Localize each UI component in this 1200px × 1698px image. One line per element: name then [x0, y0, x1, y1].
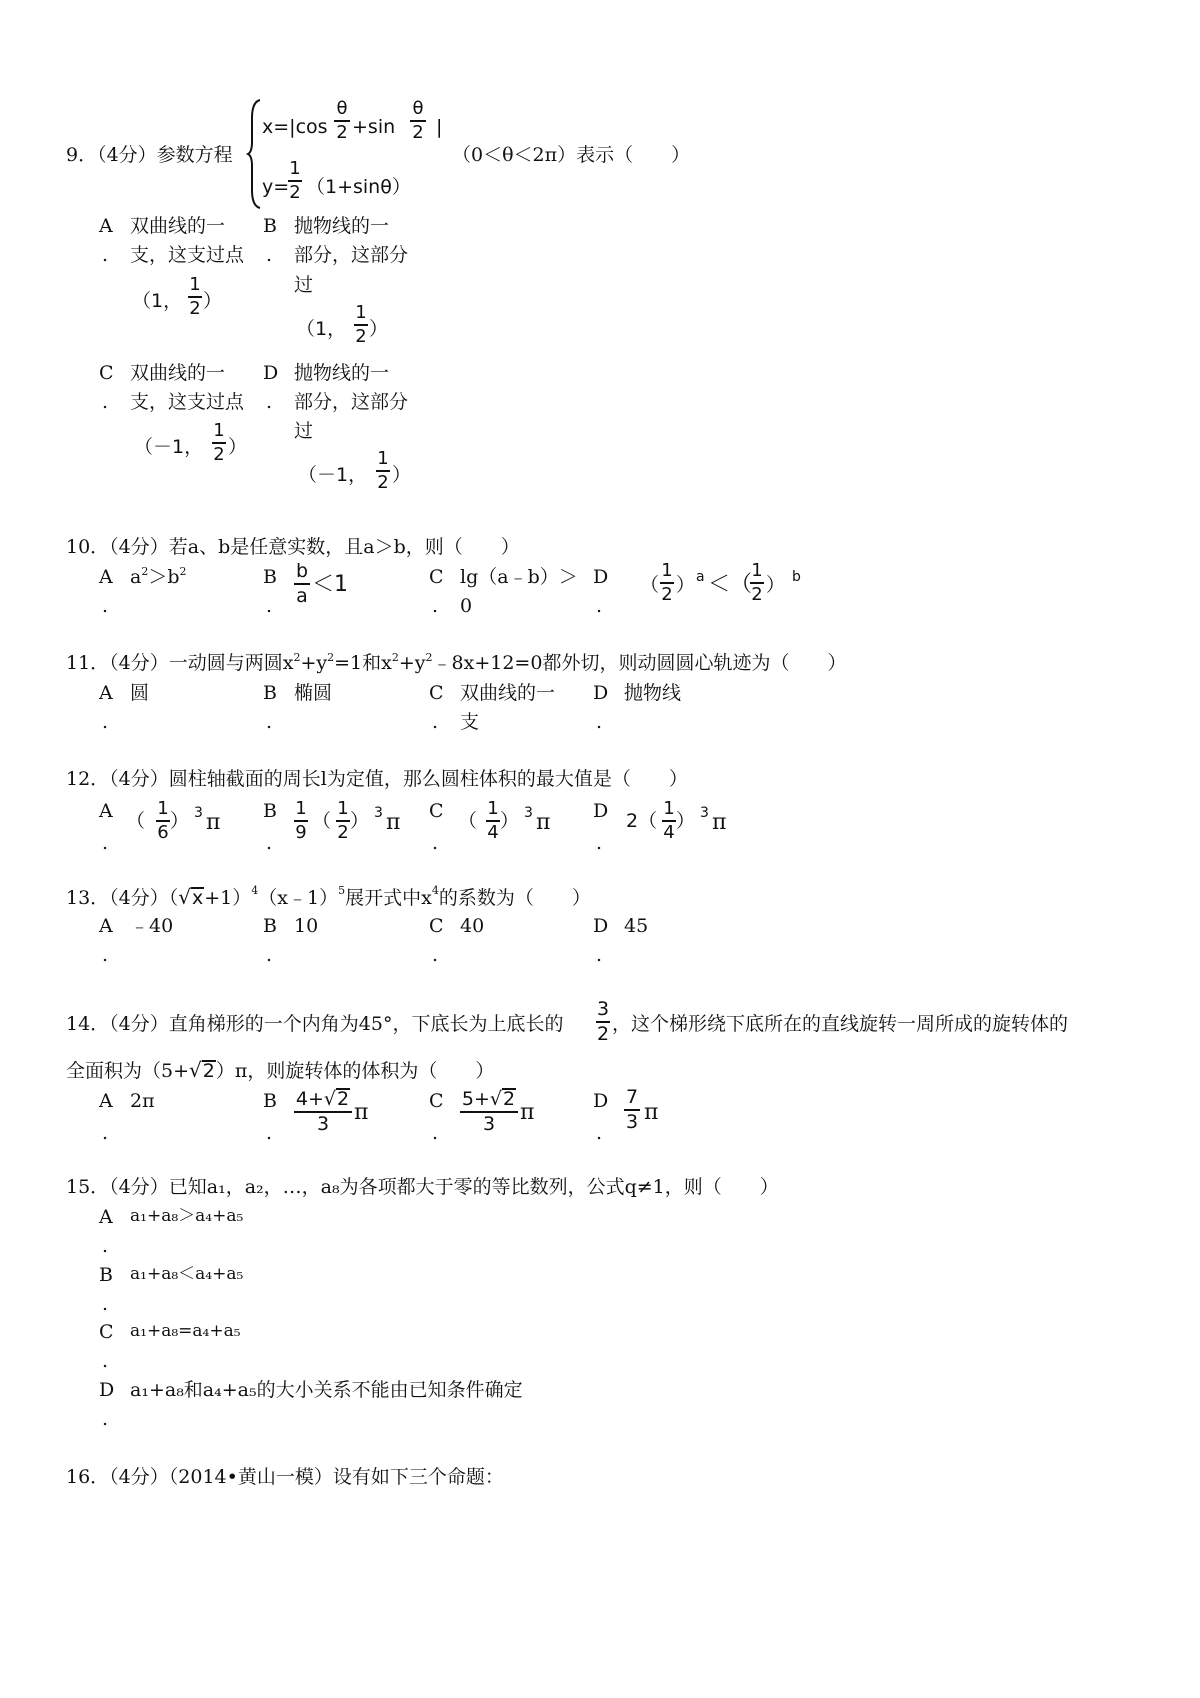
q9-option-a-point: （1， — [132, 290, 183, 312]
q9-option-b-dot: . — [266, 244, 273, 266]
q14-option-d-letter: D — [593, 1090, 609, 1112]
q9-frac-theta-2: θ 2 — [410, 100, 426, 142]
q12-option-d-letter: D — [593, 800, 609, 822]
q12-a-pi: π — [206, 810, 221, 835]
q14-option-c-dot: . — [432, 1122, 439, 1144]
q11-option-c-line1: 双曲线的一 — [460, 682, 556, 704]
q9-eq-y-pre: y= — [262, 176, 290, 198]
q14-stem-line1-post: ，这个梯形绕下底所在的直线旋转一周所成的旋转体的 — [612, 1013, 1069, 1035]
q11-option-c-line2: 支 — [460, 711, 480, 733]
q13-option-b-dot: . — [266, 944, 273, 966]
q14-option-c-pi: π — [520, 1100, 535, 1125]
q10-option-c-line1: lg（a﹣b）＞ — [460, 566, 578, 588]
q16-stem: 16．（4分）（2014•黄山一模）设有如下三个命题： — [66, 1466, 504, 1488]
q12-stem: 12．（4分）圆柱轴截面的周长l为定值，那么圆柱体积的最大值是（ ） — [66, 768, 688, 790]
q10-option-d-open: （ — [640, 574, 660, 596]
q15-option-d-dot: . — [102, 1408, 109, 1430]
q12-c-pi: π — [536, 810, 551, 835]
q12-option-a-dot: . — [102, 832, 109, 854]
q15-option-c-dot: . — [102, 1350, 109, 1372]
q14-stem-line2: 全面积为（5+√2）π，则旋转体的体积为（ ） — [66, 1058, 495, 1082]
q13-option-a-letter: A — [99, 915, 113, 937]
q14-option-c-letter: C — [429, 1090, 444, 1112]
q10-option-c-line2: 0 — [460, 595, 473, 617]
q10-option-a-letter: A — [99, 566, 113, 588]
q9-option-a-line2: 支，这支过点 — [130, 244, 245, 266]
q13-option-b-text: 10 — [294, 915, 319, 937]
q11-option-d-letter: D — [593, 682, 609, 704]
q13-option-c-letter: C — [429, 915, 444, 937]
q12-c-close: ） — [500, 810, 520, 832]
q12-b-exp: 3 — [374, 805, 383, 821]
q9-option-b-line2: 部分，这部分 — [294, 244, 409, 266]
q9-eq-x-end: | — [436, 116, 443, 138]
q14-option-a-letter: A — [99, 1090, 113, 1112]
q12-b-frac-2: 1 2 — [337, 798, 349, 843]
q9-option-c-dot: . — [102, 391, 109, 413]
q9-stem: 9．（4分）参数方程 — [66, 144, 233, 166]
q12-a-open: （ — [126, 810, 146, 832]
q10-option-a-text: $a^2>b^2$ — [130, 565, 187, 588]
q10-option-d-frac-1: 1 2 — [661, 560, 673, 605]
q12-b-close: ） — [350, 810, 370, 832]
q9-frac-half: 1 2 — [289, 158, 301, 203]
q15-option-b-letter: B — [99, 1264, 113, 1286]
q9-option-c-line2: 支，这支过点 — [130, 391, 245, 413]
q9-option-c-close: ） — [228, 436, 248, 458]
q9-option-a-letter: A — [99, 215, 113, 237]
q12-d-exp: 3 — [700, 805, 709, 821]
q15-option-d-letter: D — [99, 1379, 115, 1401]
q14-option-d-dot: . — [596, 1122, 603, 1144]
q9-option-a-line1: 双曲线的一 — [130, 215, 226, 237]
q11-option-d-dot: . — [596, 711, 603, 733]
q12-c-frac: 1 4 — [487, 798, 499, 843]
q9-option-c-frac: 1 2 — [213, 420, 225, 465]
q9-tail: （0＜θ＜2π）表示（ ） — [452, 144, 691, 166]
q10-option-d-close-1: ） — [676, 574, 696, 596]
q9-option-d-dot: . — [266, 391, 273, 413]
q15-option-b-dot: . — [102, 1293, 109, 1315]
q9-option-b-point: （1， — [296, 318, 347, 340]
q15-option-c-letter: C — [99, 1321, 114, 1343]
q9-option-a-close: ） — [203, 290, 223, 312]
q12-c-open: （ — [458, 810, 478, 832]
q11-option-d-text: 抛物线 — [624, 682, 682, 704]
q10-option-d-close-2: ） — [766, 574, 786, 596]
q9-option-d-point: （－1， — [298, 464, 368, 486]
q9-option-c-point: （－1， — [134, 436, 204, 458]
q12-option-c-dot: . — [432, 832, 439, 854]
q9-eq-x-pre: x=|cos — [262, 116, 328, 138]
q10-option-d-exp-b: b — [792, 569, 801, 585]
q13-option-a-text: ﹣40 — [130, 915, 174, 937]
q12-a-frac: 1 6 — [157, 798, 169, 843]
q14-option-a-text: 2π — [130, 1090, 155, 1112]
q10-option-d-frac-2: 1 2 — [751, 560, 763, 605]
q13-option-d-dot: . — [596, 944, 603, 966]
q15-option-a-letter: A — [99, 1206, 113, 1228]
q12-d-coef: 2（ — [626, 810, 658, 832]
q14-stem-frac: 3 2 — [596, 998, 610, 1045]
q11-stem: 11．（4分）一动圆与两圆$x^2+y^2=1$和$x^2+y^2﹣8x+12=0$都外切，则动圆圆心轨迹为（ ） — [66, 651, 847, 674]
q9-option-c-line1: 双曲线的一 — [130, 362, 226, 384]
q12-option-b-dot: . — [266, 832, 273, 854]
q11-option-b-letter: B — [263, 682, 277, 704]
q15-option-d-text: a₁+a₈和a₄+a₅的大小关系不能由已知条件确定 — [130, 1379, 523, 1401]
q12-b-open: （ — [312, 810, 332, 832]
q9-option-b-close: ） — [369, 318, 389, 340]
q12-d-close: ） — [676, 810, 696, 832]
q10-option-b-frac: b a — [295, 560, 309, 607]
q11-option-a-letter: A — [99, 682, 113, 704]
q15-option-c-text: a₁+a₈=a₄+a₅ — [130, 1321, 241, 1341]
q9-option-a-frac: 1 2 — [189, 274, 201, 319]
q12-d-frac: 1 4 — [663, 798, 675, 843]
q9-option-d-letter: D — [263, 362, 279, 384]
q14-option-a-dot: . — [102, 1122, 109, 1144]
q15-stem: 15．（4分）已知a₁，a₂，…，a₈为各项都大于零的等比数列，公式q≠1，则（ ） — [66, 1176, 779, 1198]
q12-d-pi: π — [712, 810, 727, 835]
q9-brace — [246, 98, 262, 210]
q10-option-d-lt: ＜（ — [708, 572, 753, 597]
q14-option-b-frac: 4+√2 3 — [294, 1088, 352, 1134]
q10-option-b-rel: ＜1 — [312, 572, 348, 597]
q11-option-a-dot: . — [102, 711, 109, 733]
q15-option-b-text: a₁+a₈＜a₄+a₅ — [130, 1264, 244, 1284]
q12-b-pi: π — [386, 810, 401, 835]
q12-option-c-letter: C — [429, 800, 444, 822]
q11-option-a-text: 圆 — [130, 682, 150, 704]
q9-option-c-letter: C — [99, 362, 114, 384]
q12-option-a-letter: A — [99, 800, 113, 822]
q11-option-b-text: 椭圆 — [294, 682, 333, 704]
q9-option-b-line1: 抛物线的一 — [294, 215, 390, 237]
q9-option-d-close: ） — [392, 464, 412, 486]
q10-option-c-letter: C — [429, 566, 444, 588]
q14-option-b-dot: . — [266, 1122, 273, 1144]
q9-option-d-line3: 过 — [294, 420, 314, 442]
q13-option-a-dot: . — [102, 944, 109, 966]
q12-a-exp: 3 — [194, 805, 203, 821]
q13-option-c-dot: . — [432, 944, 439, 966]
q13-stem: 13．（4分）$(√x+1)^4(x﹣1)^5$展开式中$x^4$的系数为（ ） — [66, 884, 591, 909]
q10-option-a-dot: . — [102, 595, 109, 617]
q12-option-b-letter: B — [263, 800, 277, 822]
q11-option-c-letter: C — [429, 682, 444, 704]
q9-option-d-line2: 部分，这部分 — [294, 391, 409, 413]
q9-option-d-line1: 抛物线的一 — [294, 362, 390, 384]
q9-eq-y-end: （1+sinθ） — [306, 176, 411, 198]
q10-option-d-exp-a: a — [696, 569, 705, 585]
q11-option-c-dot: . — [432, 711, 439, 733]
q13-option-b-letter: B — [263, 915, 277, 937]
q11-option-b-dot: . — [266, 711, 273, 733]
q13-option-c-text: 40 — [460, 915, 485, 937]
q14-option-b-letter: B — [263, 1090, 277, 1112]
q15-option-a-text: a₁+a₈＞a₄+a₅ — [130, 1206, 244, 1226]
q14-option-b-pi: π — [354, 1100, 369, 1125]
q10-option-c-dot: . — [432, 595, 439, 617]
q9-option-b-frac: 1 2 — [355, 302, 367, 347]
q13-option-d-letter: D — [593, 915, 609, 937]
q9-frac-theta-1: θ 2 — [334, 100, 350, 142]
q10-option-d-letter: D — [593, 566, 609, 588]
q14-stem-line1-pre: 14．（4分）直角梯形的一个内角为45°，下底长为上底长的 — [66, 1013, 564, 1035]
q9-option-d-frac: 1 2 — [377, 448, 389, 493]
q10-stem: 10．（4分）若a、b是任意实数，且a＞b，则（ ） — [66, 536, 520, 558]
q12-option-d-dot: . — [596, 832, 603, 854]
q9-eq-x-mid: +sin — [352, 116, 396, 138]
q10-option-b-letter: B — [263, 566, 277, 588]
q14-option-c-frac: 5+√2 3 — [460, 1088, 518, 1134]
q13-option-d-text: 45 — [624, 915, 649, 937]
q10-option-b-dot: . — [266, 595, 273, 617]
q9-option-b-line3: 过 — [294, 274, 314, 296]
q12-b-frac-1: 1 9 — [295, 798, 307, 843]
q9-option-b-letter: B — [263, 215, 277, 237]
q10-option-d-dot: . — [596, 595, 603, 617]
q14-option-d-frac: 7 3 — [625, 1086, 639, 1133]
q12-a-close: ） — [170, 810, 190, 832]
q15-option-a-dot: . — [102, 1235, 109, 1257]
q9-option-a-dot: . — [102, 244, 109, 266]
q14-option-d-pi: π — [644, 1100, 659, 1125]
q12-c-exp: 3 — [524, 805, 533, 821]
